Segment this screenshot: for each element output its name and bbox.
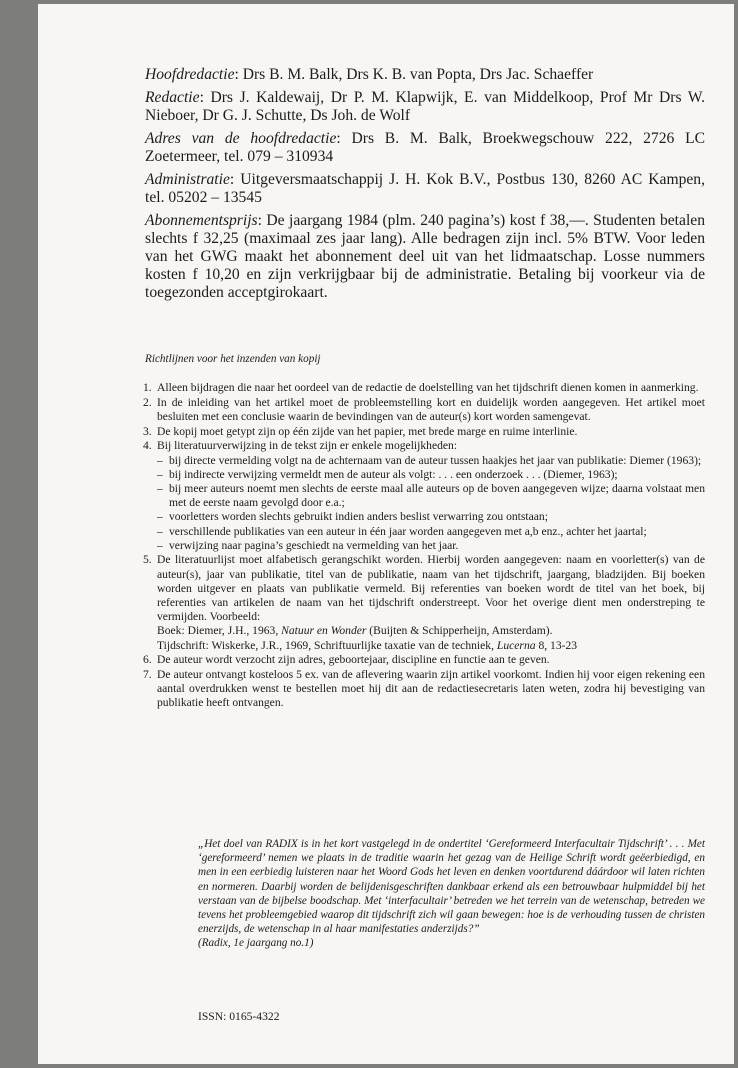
guideline-item: 4. Bij literatuurverwijzing in de tekst zijn er enkele mogelijkheden: – bij directe vermelding volgt na de achternaam van de auteur tussen haakjes het jaar van publikatie: Diemer (1963); – bij indirecte verwijzing vermeldt men de auteur als volgt: . . . een onderzoek . . . (Diemer, 1963); – bij meer auteurs noemt men slechts de eerste maal alle auteurs op de boven aangegeven wijze; daarna volstaat men met de eerste naam gevolgd door e.a.; – voorletters worden slechts gebruikt indien anders beslist verwarring zou ontstaan; – verschillende publikaties van een auteur in één jaar worden aangegeven met a,b enz., achter het jaartal; – verwijzing naar pagina’s geschiedt na vermelding van het jaar. — [145, 439, 705, 553]
reference-option: – verwijzing naar pagina’s geschiedt na vermelding van het jaar. — [157, 539, 705, 553]
guideline-item: 2. In de inleiding van het artikel moet de probleemstelling kort en duidelijk worden aangegeven. Het artikel moet besluiten met een conclusie waarin de bevindingen van de auteur(s) kort worden samengevat. — [143, 395, 705, 423]
masthead-adres: Adres van de hoofdredactie: Drs B. M. Balk, Broekwegschouw 222, 2726 LC Zoetermeer, tel. 079 – 310934 — [145, 130, 706, 165]
masthead-abonnement: Abonnementsprijs: De jaargang 1984 (plm. 240 pagina’s) kost f 38,—. Studenten betalen slechts f 32,25 (maximaal zes jaar lang). Alle bedragen zijn incl. 5% BTW. Voor leden van het GWG maakt het abonnement deel uit van het lidmaatschap. Losse nummers kosten f 10,20 en zijn verkrijgbaar bij de administratie. Betaling bij voorkeur via de toegezonden acceptgirokaart. — [145, 212, 705, 301]
masthead — [145, 66, 705, 307]
reference-option: – verschillende publikaties van een auteur in één jaar worden aangegeven met a,b enz., achter het jaartal; — [157, 525, 705, 539]
radix-quote — [198, 837, 705, 951]
example-book: Boek: Diemer, J.H., 1963, Natuur en Wonder (Buijten & Schipperheijn, Amsterdam). — [157, 624, 553, 638]
reference-option: – voorletters worden slechts gebruikt indien anders beslist verwarring zou ontstaan; — [157, 510, 705, 524]
example-journal: Tijdschrift: Wiskerke, J.R., 1969, Schriftuurlijke taxatie van de techniek, Lucerna 8, 13-23 — [157, 638, 578, 652]
guidelines-title: Richtlijnen voor het inzenden van kopij — [145, 353, 321, 365]
guideline-item: 5. De literatuurlijst moet alfabetisch gerangschikt worden. Hierbij worden aangegeven: naam en voorletter(s) van de auteur(s), jaar van publikatie, titel van de publikatie, naam van het tijdschrift, jaargang, bladzijden. Bij boeken worden uitgever en plaats van publikatie vermeld. Bij referenties van boeken wordt de titel van het boek, bij referenties van artikelen de naam van het tijdschrift onderstreept. Voor het overige dient men onderstreping te vermijden. Voorbeeld: Boek: Diemer, J.H., 1963, Natuur en Wonder (Buijten & Schipperheijn, Amsterdam). Tijdschrift: Wiskerke, J.R., 1969, Schriftuurlijke taxatie van de techniek, Lucerna 8, 13-23 — [143, 553, 705, 652]
guideline-item: 1. Alleen bijdragen die naar het oordeel van de redactie de doelstelling van het tijdschrift dienen komen in aanmerking. — [143, 381, 699, 394]
guidelines-list — [145, 381, 705, 711]
masthead-redactie: Redactie: Drs J. Kaldewaij, Dr P. M. Klapwijk, E. van Middelkoop, Prof Mr Drs W. Nieboer, Dr G. J. Schutte, Ds Joh. de Wolf — [145, 89, 705, 124]
guideline-item: 3. De kopij moet getypt zijn op één zijde van het papier, met brede marge en ruime interlinie. — [143, 424, 578, 438]
quote-source: (Radix, 1e jaargang no.1) — [198, 937, 314, 950]
reference-options — [157, 454, 705, 553]
masthead-hoofdredactie: Hoofdredactie: Drs B. M. Balk, Drs K. B. van Popta, Drs Jac. Schaeffer — [145, 66, 594, 83]
page-sheet — [38, 4, 734, 1064]
issn-number: ISSN: 0165-4322 — [198, 1010, 280, 1023]
reference-option: – bij meer auteurs noemt men slechts de eerste maal alle auteurs op de boven aangegeven wijze; daarna volstaat men met de eerste naam gevolgd door e.a.; — [157, 482, 705, 510]
guideline-item: 7. De auteur ontvangt kosteloos 5 ex. van de aflevering waarin zijn artikel voorkomt. Indien hij voor eigen rekening een aantal overdrukken wenst te bestellen moet hij dit aan de redactiesecretaris laten weten, zodra hij bevestiging van publikatie heeft ontvangen. — [143, 668, 705, 710]
masthead-administratie: Administratie: Uitgeversmaatschappij J. H. Kok B.V., Postbus 130, 8260 AC Kampen, tel. 05202 – 13545 — [145, 171, 705, 206]
reference-option: – bij directe vermelding volgt na de achternaam van de auteur tussen haakjes het jaar van publikatie: Diemer (1963); — [157, 454, 705, 468]
reference-option: – bij indirecte verwijzing vermeldt men de auteur als volgt: . . . een onderzoek . . . (Diemer, 1963); — [157, 468, 705, 482]
guideline-item: 6. De auteur wordt verzocht zijn adres, geboortejaar, discipline en functie aan te geven. — [143, 653, 550, 667]
quote-text: „Het doel van RADIX is in het kort vastgelegd in de ondertitel ‘Gereformeerd Interfacultair Tijdschrift’ . . . Met ‘gereformeerd’ nemen we plaats in de traditie waarin het gezag van de Heilige Schrift wordt geëerbiedigd, en men in een eerbiedig luisteren naar het Woord Gods het leven en denken voortdurend dáárdoor wil laten richten en normeren. Daarbij worden de belijdenisgeschriften dankbaar erkend als een betrouwbaar hulpmiddel bij het verstaan van de bijbelse boodschap. Met ‘interfacultair’ betreden we het terrein van de wetenschap, betreden we tevens het probleemgebied waarop dit tijdschrift zich wil gaan bewegen: hoe is de verhouding tussen de christen enerzijds, de wetenschap in al haar manifestaties anderzijds?” — [198, 838, 705, 936]
